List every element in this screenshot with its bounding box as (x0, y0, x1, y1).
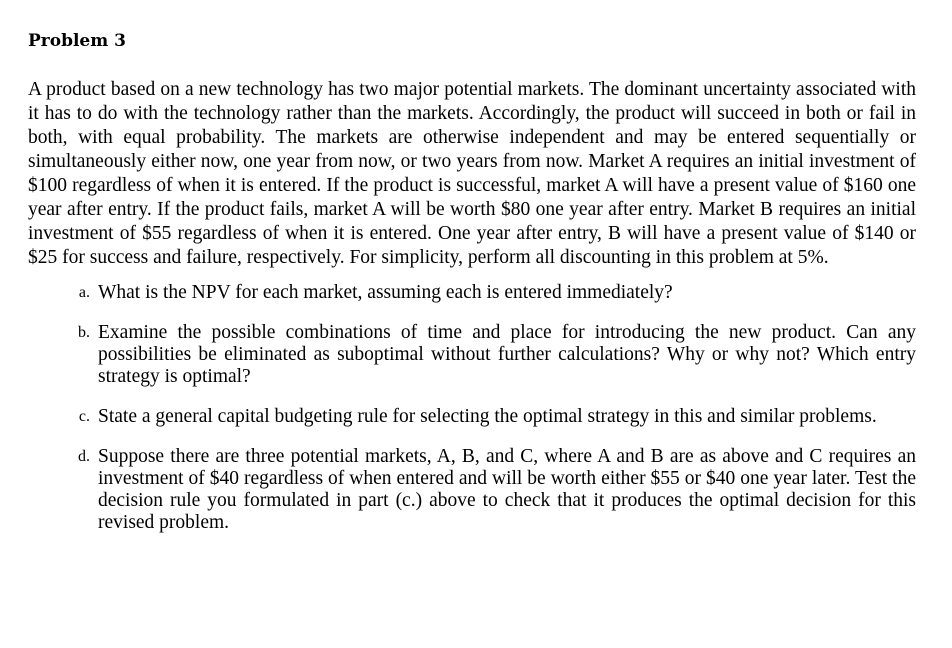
question-item-a (28, 282, 916, 304)
question-marker: a. (78, 284, 90, 301)
question-marker: b. (78, 324, 90, 341)
question-item-b (28, 322, 916, 388)
question-text: Suppose there are three potential markets, A, B, and C, where A and B are as above and C requires an investment of $40 regardless of when entered and will be worth either $55 or $40 one year later. Test the decision rule you formulated in part (c.) above to check that it produces the optimal decision for this revised problem. (98, 446, 916, 533)
question-item-d (28, 446, 916, 534)
question-text: Examine the possible combinations of time and place for introducing the new product. Can any possibilities be eliminated as suboptimal without further calculations? Why or why not? Which entry strategy is optimal? (98, 322, 916, 387)
question-marker: c. (78, 408, 90, 425)
question-item-c (28, 406, 916, 428)
problem-intro-paragraph: A product based on a new technology has two major potential markets. The dominant uncertainty associated with it has to do with the technology rather than the markets. Accordingly, the product will succeed in both or fail in both, with equal probability. The markets are otherwise independent and may be entered sequentially or simultaneously either now, one year from now, or two years from now. Market A requires an initial investment of $100 regardless of when it is entered. If the product is successful, market A will have a present value of $160 one year after entry. If the product fails, market A will be worth $80 one year after entry. Market B requires an initial investment of $55 regardless of when it is entered. One year after entry, B will have a present value of $140 or $25 for success and failure, respectively. For simplicity, perform all discounting in this problem at 5%. (28, 79, 916, 268)
question-list (28, 282, 916, 534)
document-page (28, 30, 916, 534)
question-marker: d. (78, 448, 90, 465)
problem-title: Problem 3 (28, 31, 126, 51)
question-text: What is the NPV for each market, assuming each is entered immediately? (98, 282, 673, 303)
question-text: State a general capital budgeting rule for selecting the optimal strategy in this and similar problems. (98, 406, 877, 427)
